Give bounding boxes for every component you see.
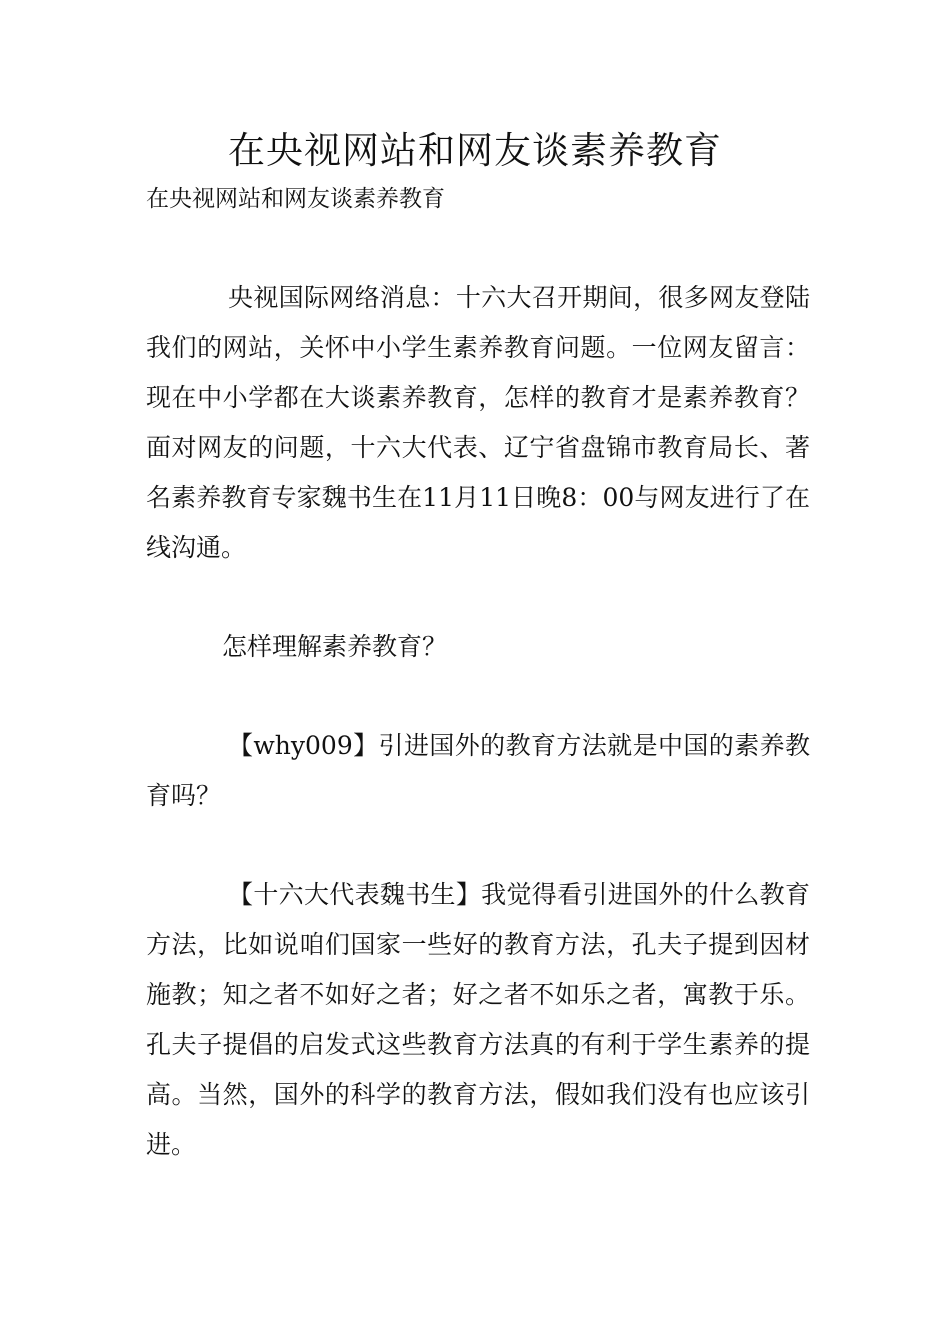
- paragraph-intro: 央视国际网络消息：十六大召开期间，很多网友登陆我们的网站，关怀中小学生素养教育问题。一位网友留言：现在中小学都在大谈素养教育，怎样的教育才是素养教育？面对网友的问题，十六大代表、辽宁省盘锦市教育局长、著名素养教育专家魏书生在11月11日晚8：00与网友进行了在线沟通。: [146, 283, 810, 562]
- paragraph-question-heading: 怎样理解素养教育？: [222, 632, 448, 661]
- document-title: 在央视网站和网友谈素养教育: [228, 129, 722, 172]
- paragraph-answer: 【十六大代表魏书生】我觉得看引进国外的什么教育方法，比如说咱们国家一些好的教育方法，孔夫子提到因材施教；知之者不如好之者；好之者不如乐之者，寓教于乐。孔夫子提倡的启发式这些教育方法真的有利于学生素养的提高。当然，国外的科学的教育方法，假如我们没有也应该引进。: [146, 880, 810, 1159]
- paragraph-netizen-question: 【why009】引进国外的教育方法就是中国的素养教育吗？: [146, 731, 810, 810]
- document-subtitle: 在央视网站和网友谈素养教育: [146, 186, 445, 212]
